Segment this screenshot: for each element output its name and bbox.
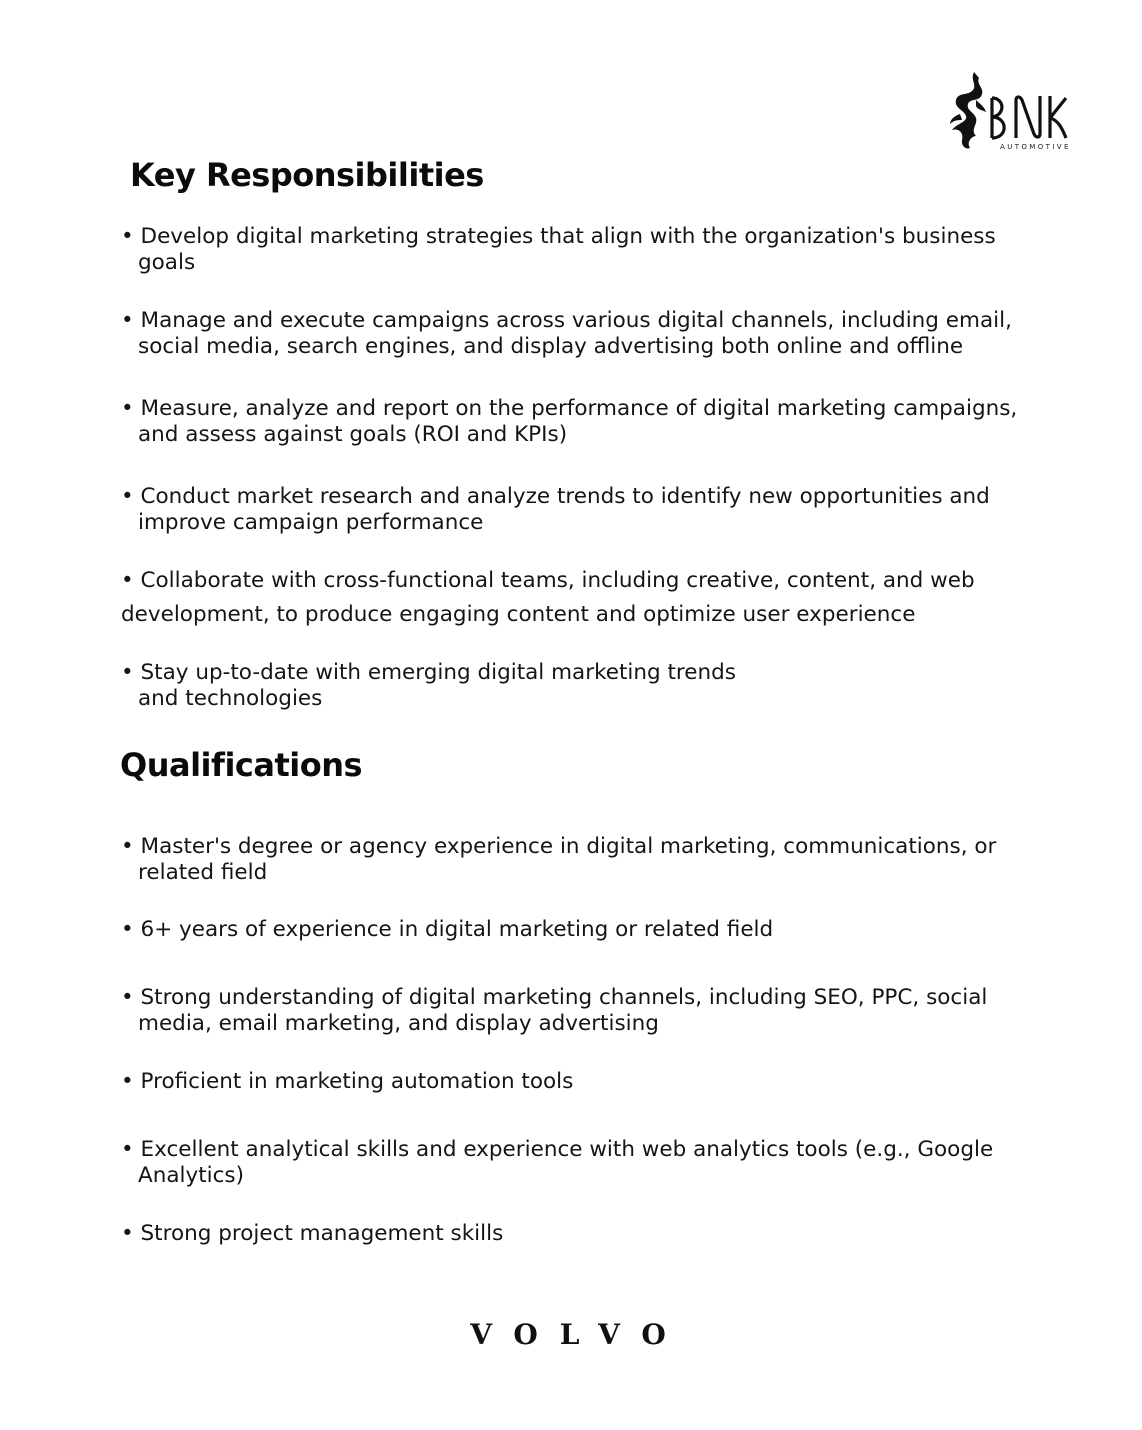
responsibility-item <box>121 308 1012 360</box>
responsibility-item <box>121 660 736 712</box>
qualification-item <box>121 985 987 1037</box>
item-line1: • Strong understanding of digital marketing channels, including SEO, PPC, social <box>121 985 988 1010</box>
volvo-wordmark: VOLVO <box>470 1318 688 1351</box>
item-line1: • 6+ years of experience in digital marketing or related field <box>121 917 774 942</box>
responsibility-item <box>121 568 975 628</box>
item-line2: related field <box>138 860 268 885</box>
logo-tagline: AUTOMOTIVE <box>1000 143 1071 151</box>
item-line2: improve campaign performance <box>138 510 484 535</box>
item-line1: • Measure, analyze and report on the performance of digital marketing campaigns, <box>121 396 1018 421</box>
item-line1: • Master's degree or agency experience in digital marketing, communications, or <box>121 834 997 859</box>
section-heading-qualifications: Qualifications <box>120 746 363 784</box>
responsibility-item <box>121 484 990 536</box>
item-line2: goals <box>138 250 196 275</box>
item-line2: Analytics) <box>138 1163 245 1188</box>
item-line2: and technologies <box>138 686 323 711</box>
bnk-emblem-icon <box>946 70 1070 154</box>
item-line1: • Strong project management skills <box>121 1221 504 1246</box>
qualification-item <box>121 1137 993 1189</box>
item-line1: • Manage and execute campaigns across various digital channels, including email, <box>121 308 1012 333</box>
responsibility-item <box>121 224 996 276</box>
item-line1: • Develop digital marketing strategies that align with the organization's business <box>121 224 996 249</box>
qualification-item <box>121 834 996 886</box>
item-line1: • Excellent analytical skills and experience with web analytics tools (e.g., Google <box>121 1137 994 1162</box>
item-line2: social media, search engines, and display advertising both online and offline <box>138 334 964 359</box>
qualification-item <box>121 917 773 943</box>
responsibility-item <box>121 396 1017 448</box>
qualification-item <box>121 1069 573 1095</box>
item-line1: • Stay up-to-date with emerging digital marketing trends <box>121 660 736 685</box>
item-line1: • Collaborate with cross-functional teams, including creative, content, and web <box>121 568 975 593</box>
item-line2: development, to produce engaging content and optimize user experience <box>121 602 916 627</box>
qualification-item <box>121 1221 503 1247</box>
item-line1: • Conduct market research and analyze trends to identify new opportunities and <box>121 484 990 509</box>
item-line2: and assess against goals (ROI and KPIs) <box>138 422 568 447</box>
item-line1: • Proficient in marketing automation tools <box>121 1069 574 1094</box>
item-line2: media, email marketing, and display advertising <box>138 1011 659 1036</box>
bnk-automotive-logo <box>946 70 1070 154</box>
section-heading-key-responsibilities: Key Responsibilities <box>130 156 484 194</box>
